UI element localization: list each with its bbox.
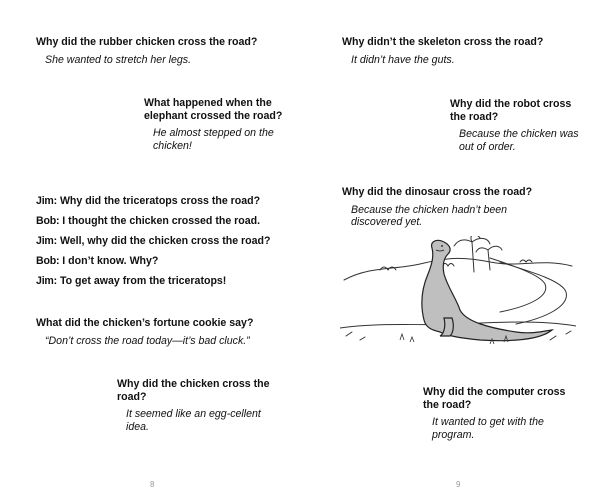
joke-computer xyxy=(423,386,583,441)
page-number: 8 xyxy=(150,480,155,489)
dialogue-speaker: Bob: xyxy=(36,255,60,267)
joke-answer: He almost stepped on the chicken! xyxy=(153,127,274,152)
dialogue-text: I thought the chicken crossed the road. xyxy=(62,215,261,227)
dialogue-line xyxy=(36,215,260,228)
joke-rubber-chicken xyxy=(36,36,296,66)
dialogue-speaker: Bob: xyxy=(36,215,60,227)
joke-question: What did the chicken’s fortune cookie say? xyxy=(36,317,254,329)
dialogue-line xyxy=(36,275,226,288)
joke-question: Why did the chicken cross the road? xyxy=(117,378,270,403)
dialogue-text: Why did the triceratops cross the road? xyxy=(59,195,261,207)
dialogue-line xyxy=(36,255,158,268)
joke-question: Why did the robot cross the road? xyxy=(450,98,572,123)
joke-skeleton xyxy=(342,36,602,66)
joke-question: Why did the computer cross the road? xyxy=(423,386,566,411)
joke-dinosaur xyxy=(342,186,532,229)
joke-answer: She wanted to stretch her legs. xyxy=(45,53,192,66)
dialogue-speaker: Jim: xyxy=(36,235,57,247)
joke-answer: It seemed like an egg-cellent idea. xyxy=(126,408,261,433)
joke-answer: “Don’t cross the road today—it’s bad cluck.” xyxy=(45,334,250,347)
joke-elephant xyxy=(144,97,284,152)
joke-question: Why didn’t the skeleton cross the road? xyxy=(342,36,544,48)
dialogue-speaker: Jim: xyxy=(36,195,57,207)
dialogue-text: To get away from the triceratops! xyxy=(59,275,227,287)
joke-question: What happened when the elephant crossed the road? xyxy=(144,97,283,122)
page-number: 9 xyxy=(456,480,461,489)
joke-chicken xyxy=(117,378,277,433)
joke-question: Why did the dinosaur cross the road? xyxy=(342,186,533,198)
joke-answer: Because the chicken was out of order. xyxy=(459,128,579,153)
joke-robot xyxy=(450,98,580,153)
dialogue-text: I don’t know. Why? xyxy=(62,255,159,267)
joke-fortune-cookie xyxy=(36,317,301,347)
joke-answer: It didn’t have the guts. xyxy=(351,53,455,66)
dialogue-line xyxy=(36,235,271,248)
dialogue-speaker: Jim: xyxy=(36,275,57,287)
joke-answer: Because the chicken hadn’t been discovered yet. xyxy=(351,203,508,229)
dialogue-text: Well, why did the chicken cross the road? xyxy=(59,235,271,247)
dinosaur-sketch-icon xyxy=(340,236,576,356)
dialogue-line xyxy=(36,195,260,208)
joke-answer: It wanted to get with the program. xyxy=(432,416,544,441)
joke-question: Why did the rubber chicken cross the road? xyxy=(36,36,258,48)
